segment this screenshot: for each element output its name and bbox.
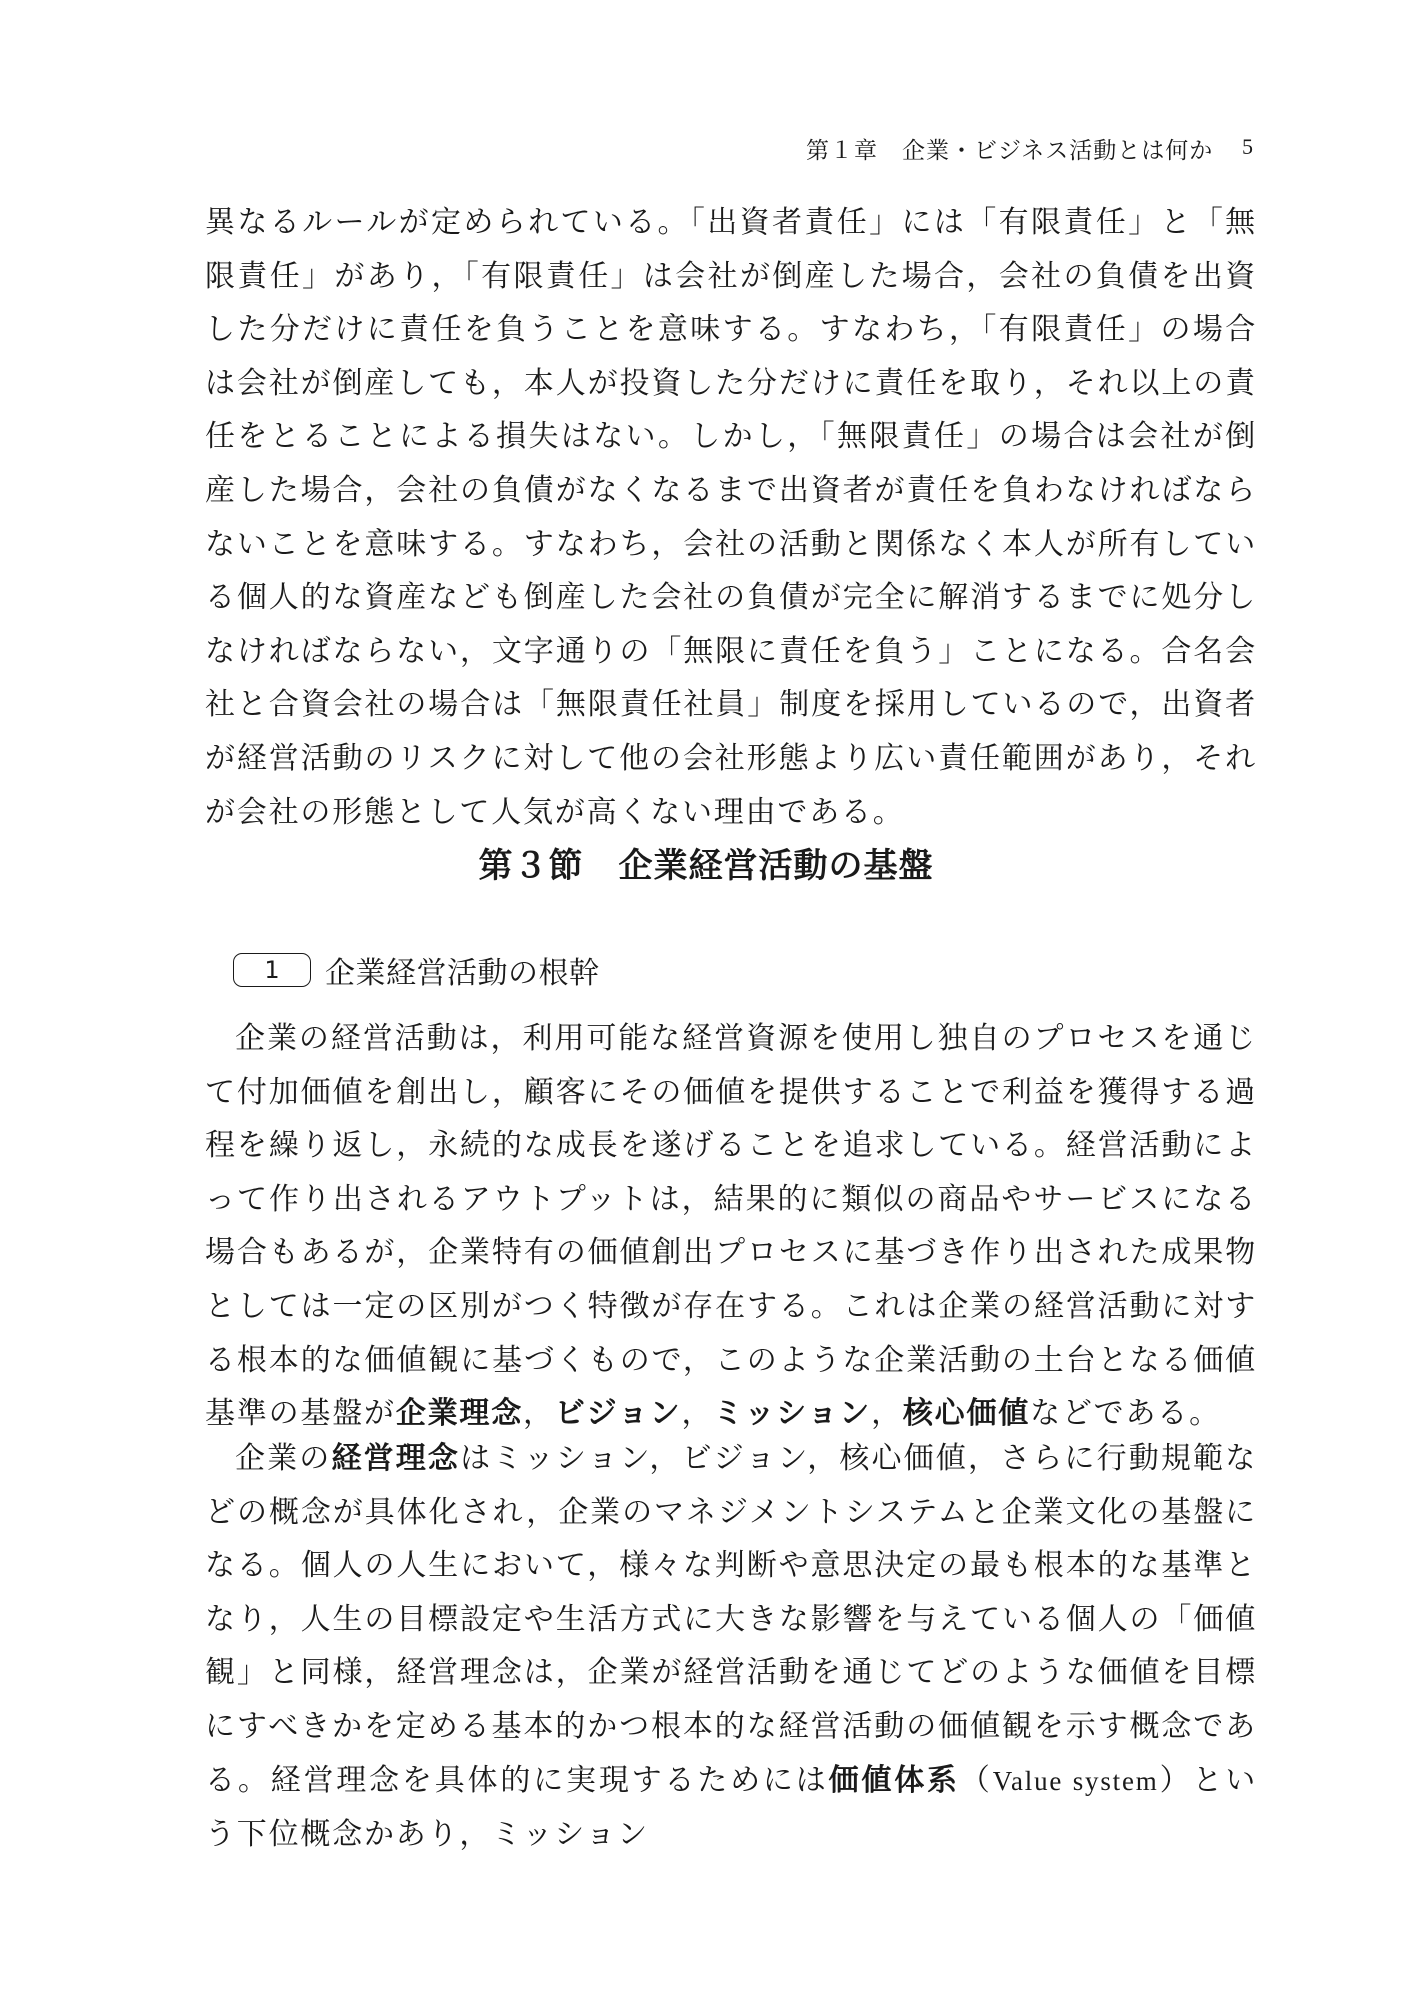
subsection-title: 企業経営活動の根幹: [325, 956, 600, 991]
body-paragraph-1: 異なるルールが定められている。「出資者責任」には「有限責任」と「無限責任」があり，「有限責任」は会社が倒産した場合，会社の負債を出資した分だけに責任を負うことを意味する。すなわち，「有限責任」の場合は会社が倒産しても，本人が投資した分だけに責任を取り，それ以上の責任をとることによる損失はない。しかし，「無限責任」の場合は会社が倒産した場合，会社の負債がなくなるまで出資者が責任を負わなければならないことを意味する。すなわち，会社の活動と関係なく本人が所有している個人的な資産なども倒産した会社の負債が完全に解消するまでに処分しなければならない，文字通りの「無限に責任を負う」ことになる。合名会社と合資会社の場合は「無限責任社員」制度を採用しているので，出資者が経営活動のリスクに対して他の会社形態より広い責任範囲があり，それが会社の形態として人気が高くない理由である。: [205, 205, 1257, 830]
paragraph-text: ）という下位概念かあり，ミッション: [205, 1762, 1258, 1853]
bold-term-mission: ミッション: [713, 1396, 872, 1432]
paragraph-text: はミッション，ビジョン，核心価値，さらに行動規範などの概念が具体化され，企業のマネジメントシステムと企業文化の基盤になる。個人の人生において，様々な判断や意思決定の最も根本的な基準となり，人生の目標設定や生活方式に大きな影響を与えている個人の「価値観」と同様，経営理念は，企業が経営活動を通じてどのような価値を目標にすべきかを定める基本的かつ根本的な経営活動の価値観を示す概念である。経営理念を具体的に実現するためには: [205, 1441, 1257, 1798]
body-paragraph-2: [205, 1012, 1257, 1441]
bold-term-corporate-philosophy: 企業理念: [395, 1396, 524, 1432]
paragraph-text: 企業の経営活動は，利用可能な経営資源を使用し独自のプロセスを通じて付加価値を創出し，顧客にその価値を提供することで利益を獲得する過程を繰り返し，永続的な成長を遂げることを追求している。経営活動によって作り出されるアウトプットは，結果的に類似の商品やサービスになる場合もあるが，企業特有の価値創出プロセスに基づき作り出された成果物としては一定の区別がつく特徴が存在する。これは企業の経営活動に対する根本的な価値観に基づくもので，このような企業活動の土台となる価値基準の基盤が: [205, 1021, 1257, 1432]
punctuation: ，: [681, 1396, 714, 1432]
punctuation: ，: [523, 1396, 555, 1432]
paragraph-text: 企業の: [235, 1441, 332, 1476]
page-number: 5: [1242, 134, 1253, 159]
section-title: 第３節 企業経営活動の基盤: [478, 846, 934, 886]
running-head: 第１章 企業・ビジネス活動とは何か: [806, 138, 1214, 164]
english-term: Value system: [992, 1765, 1159, 1796]
punctuation: ，: [871, 1396, 903, 1432]
bold-term-vision: ビジョン: [554, 1396, 682, 1432]
paragraph-text: （: [959, 1762, 993, 1798]
bold-term-management-philosophy: 経営理念: [331, 1441, 461, 1476]
subsection-number-box: 1: [233, 953, 311, 987]
body-paragraph-3: [205, 1432, 1257, 1862]
bold-term-value-system: 価値体系: [828, 1762, 960, 1798]
paragraph-text: などである。: [1030, 1396, 1221, 1432]
subsection-heading: [233, 948, 600, 992]
bold-term-core-values: 核心価値: [902, 1396, 1031, 1432]
